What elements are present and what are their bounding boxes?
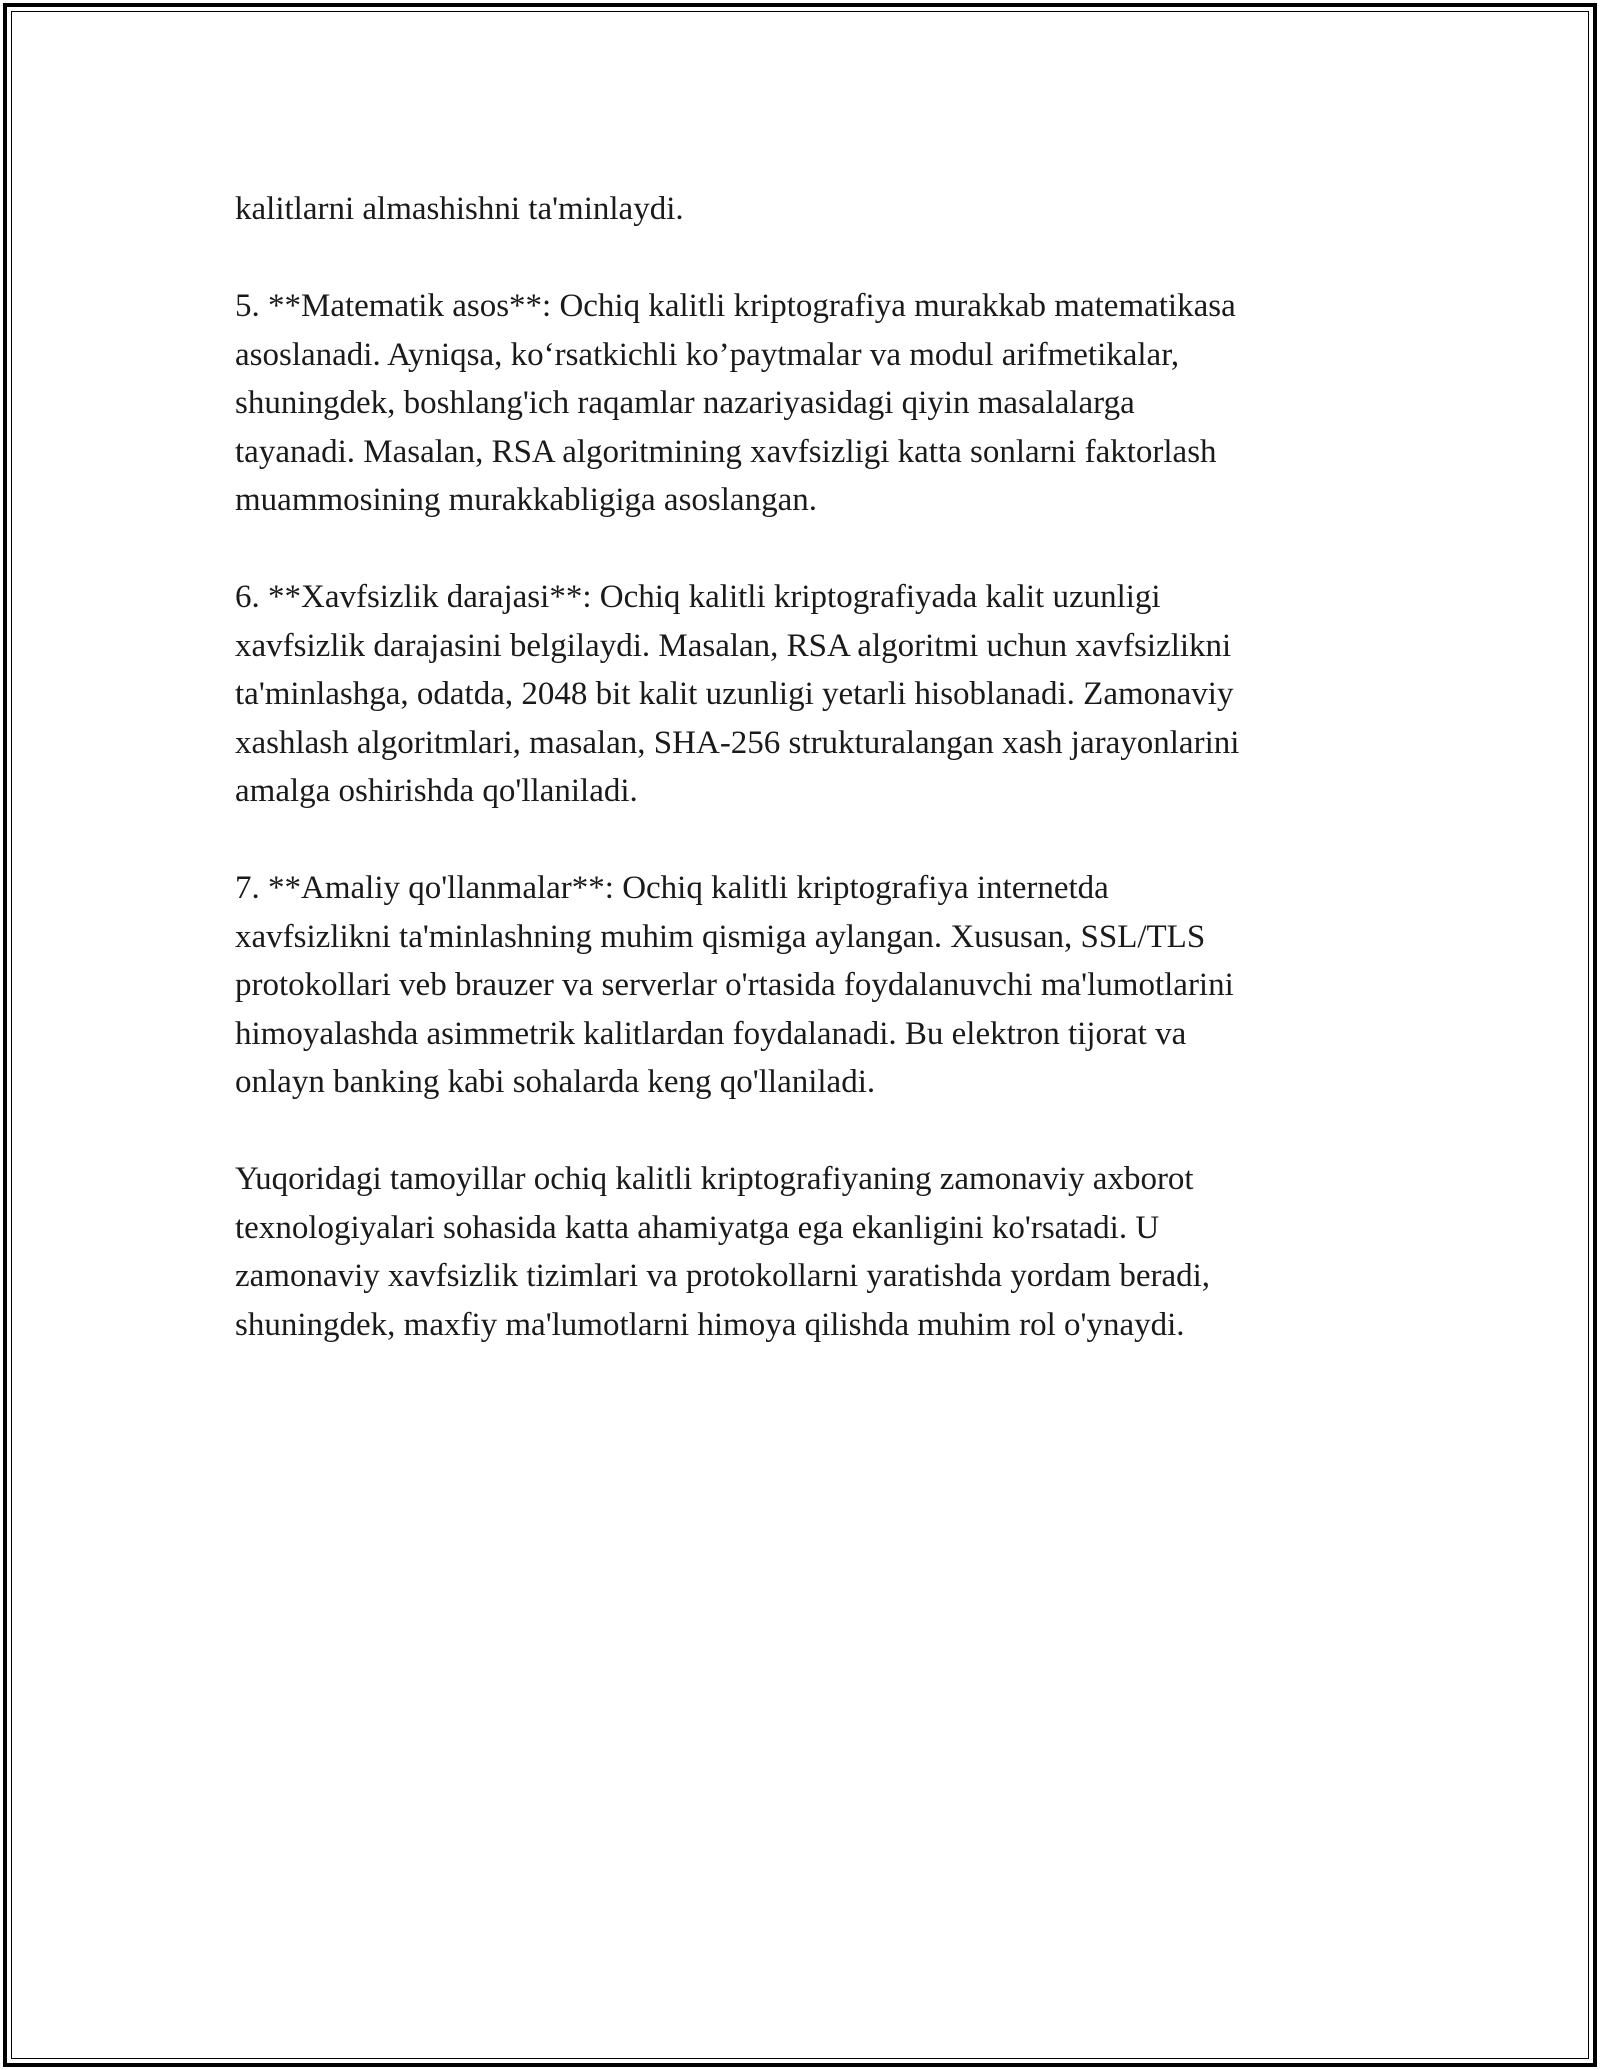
paragraph-continuation: kalitlarni almashishni ta'minlaydi. [235,191,684,227]
paragraph-amaliy-qollanmalar: 7. **Amaliy qo'llanmalar**: Ochiq kalitli kriptografiya internetda xavfsizlikni ta'minlashning muhim qismiga aylangan. Xususan, SSL/TLS protokollari veb brauzer va serverlar o'rtasida foydalanuvchi ma'lumotlarini himoyalashda asimmetrik kalitlardan foydalanadi. Bu elektron tijorat va onlayn banking kabi sohalarda keng qo'llaniladi. [235,870,1234,1100]
paragraph-xavfsizlik-darajasi: 6. **Xavfsizlik darajasi**: Ochiq kalitli kriptografiyada kalit uzunligi xavfsizlik darajasini belgilaydi. Masalan, RSA algoritmi uchun xavfsizlikni ta'minlashga, odatda, 2048 bit kalit uzunligi yetarli hisoblanadi. Zamonaviy xashlash algoritmlari, masalan, SHA-256 strukturalangan xash jarayonlarini amalga oshirishda qo'llaniladi. [235,579,1240,809]
document-body [235,185,1375,1398]
paragraph-conclusion: Yuqoridagi tamoyillar ochiq kalitli kriptografiyaning zamonaviy axborot texnologiyalari sohasida katta ahamiyatga ega ekanligini ko'rsatadi. U zamonaviy xavfsizlik tizimlari va protokollarni yaratishda yordam beradi, shuningdek, maxfiy ma'lumotlarni himoya qilishda muhim rol o'ynaydi. [235,1161,1211,1343]
paragraph-matematik-asos: 5. **Matematik asos**: Ochiq kalitli kriptografiya murakkab matematikasa asoslanadi. Ayniqsa, ko‘rsatkichli ko’paytmalar va modul arifmetikalar, shuningdek, boshlang'ich raqamlar nazariyasidagi qiyin masalalarga tayanadi. Masalan, RSA algoritmining xavfsizligi katta sonlarni faktorlash muammosining murakkabligiga asoslangan. [235,288,1236,518]
